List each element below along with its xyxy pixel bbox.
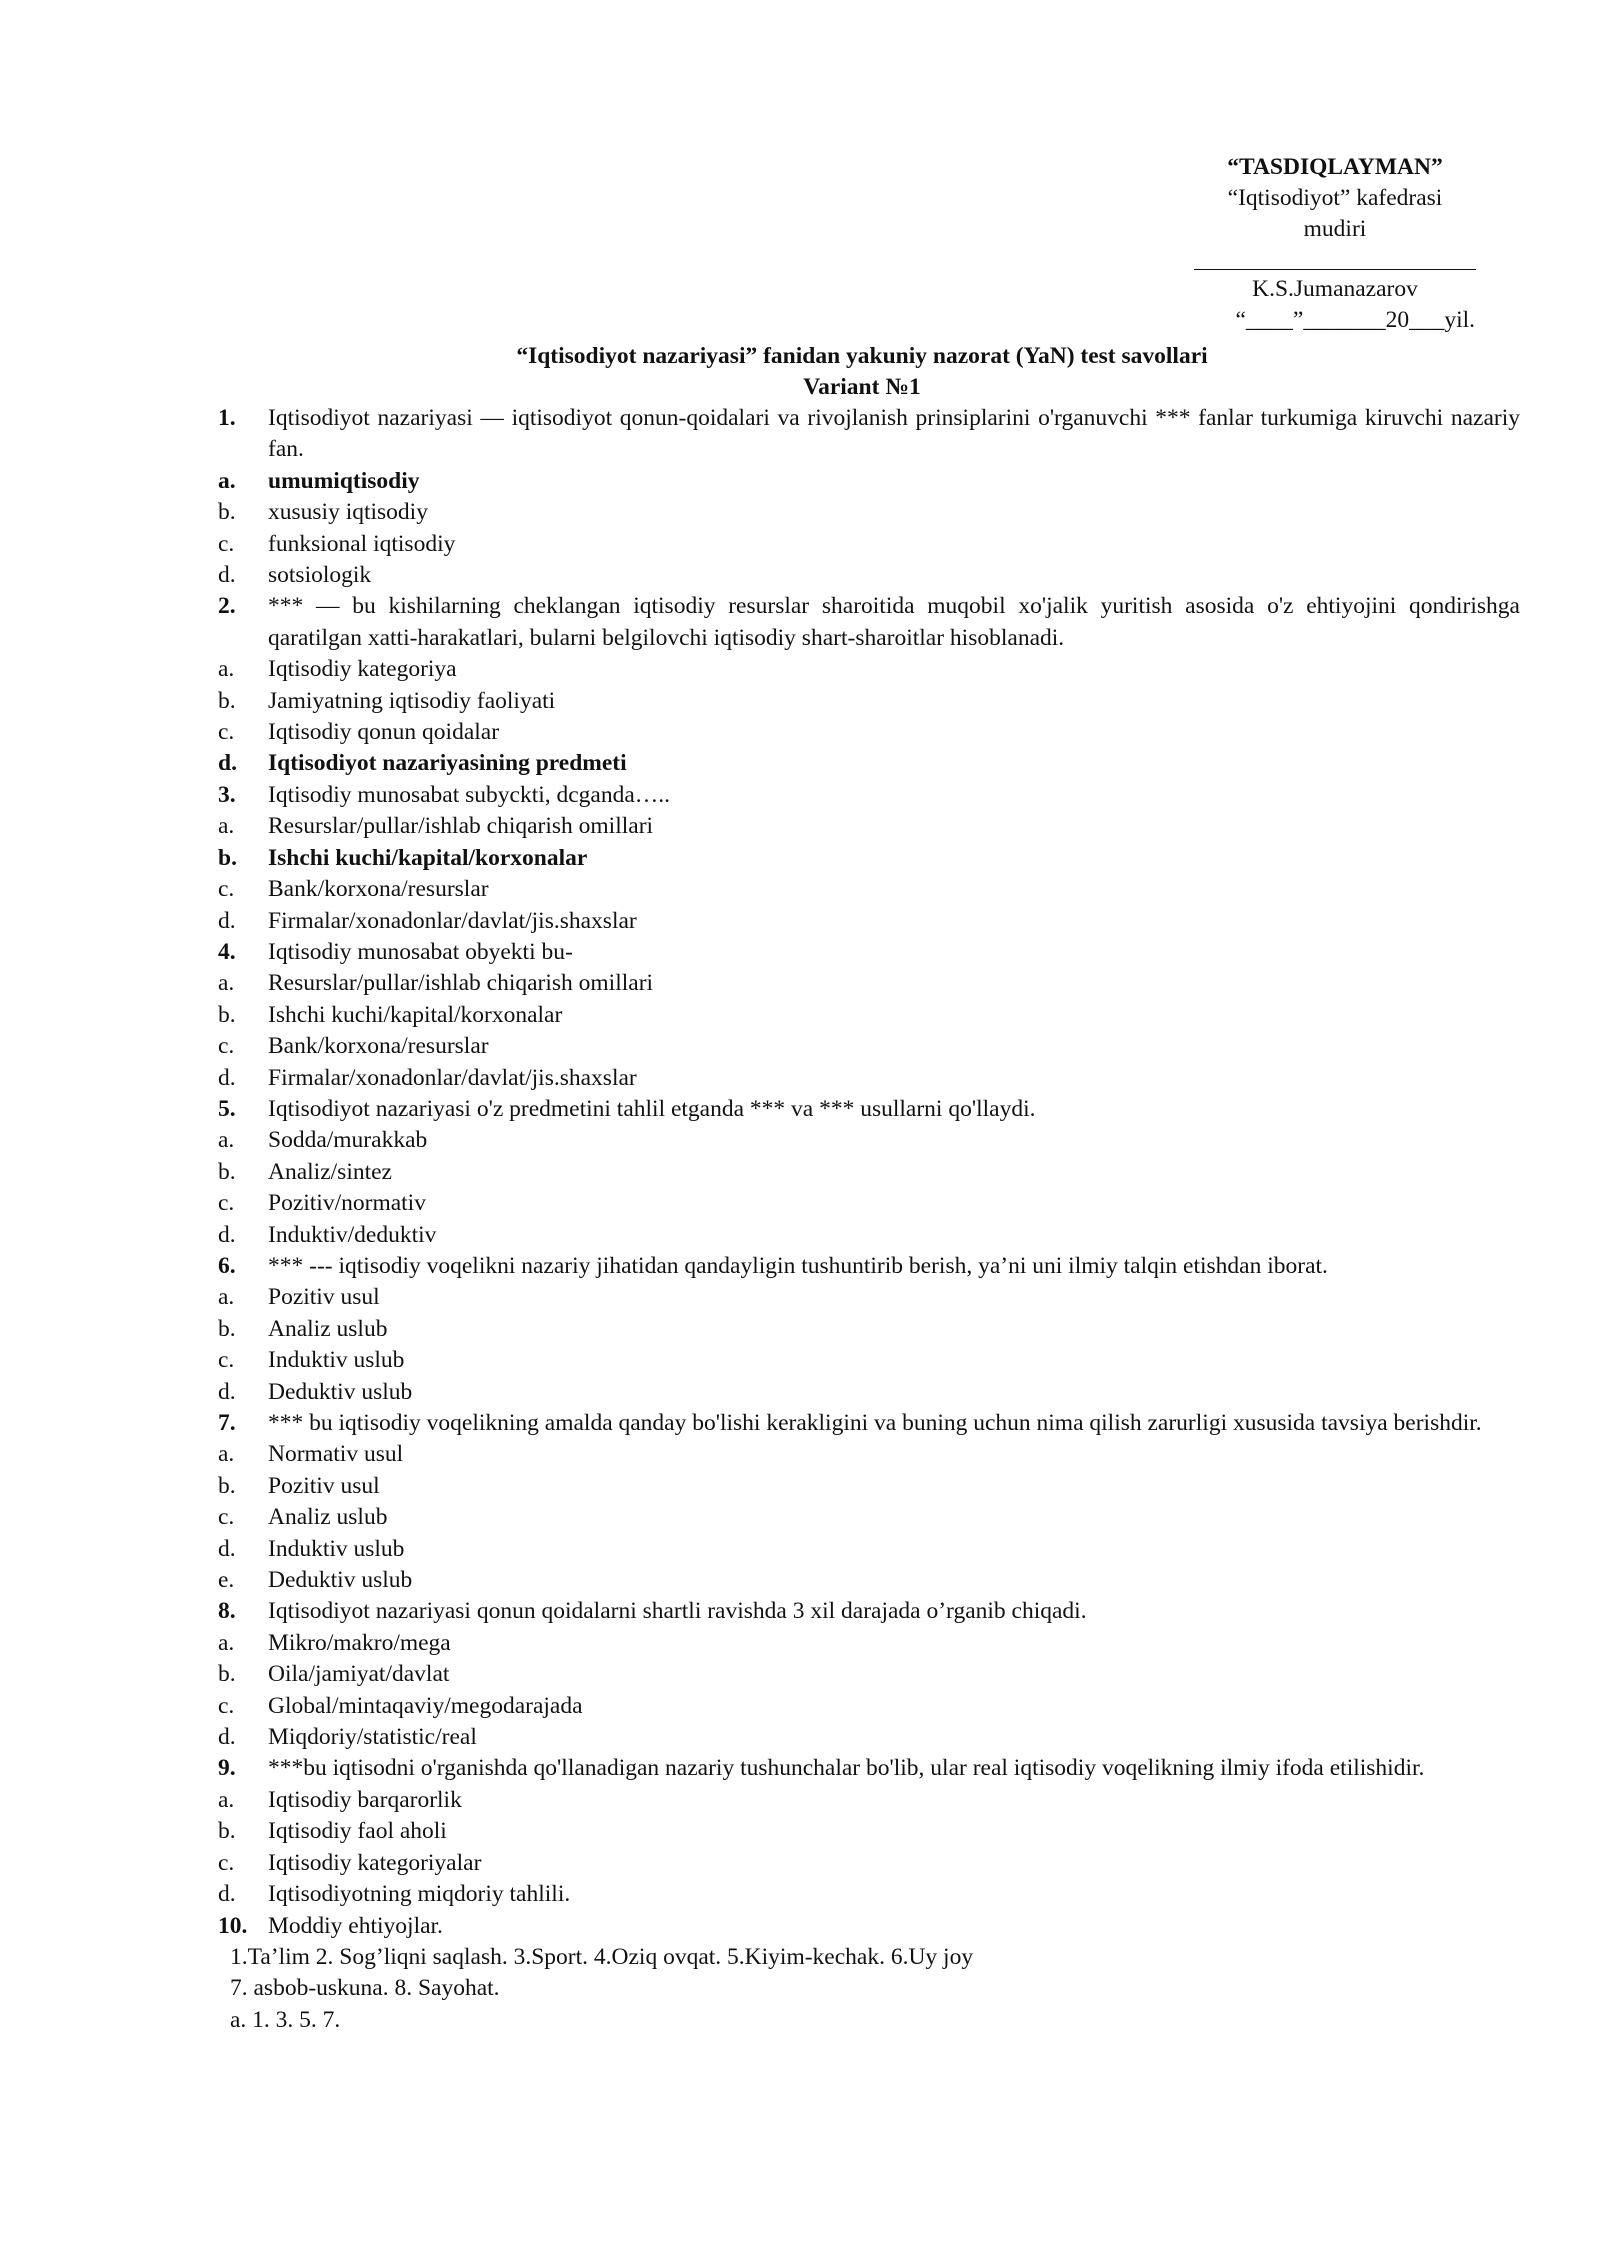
question-number: 1. — [218, 405, 236, 431]
answer-option — [218, 968, 1520, 999]
answer-option — [218, 560, 1520, 591]
option-letter: b. — [218, 1315, 236, 1342]
answer-option — [218, 1031, 1520, 1062]
option-text: Jamiyatning iqtisodiy faoliyati — [268, 687, 556, 714]
option-letter: d. — [218, 1535, 236, 1562]
question-number: 9. — [218, 1755, 236, 1782]
option-text: Oila/jamiyat/davlat — [268, 1661, 450, 1688]
question-number: 6. — [218, 1252, 236, 1279]
option-text: Analiz uslub — [268, 1315, 388, 1342]
question-text: *** bu iqtisodiy voqelikning amalda qanday bo'lishi kerakligini va buning uchun nima qilish zarurligi xususida tavsiya berishdir. — [268, 1410, 1482, 1436]
question-3 — [218, 780, 1520, 811]
question-9 — [218, 1753, 1520, 1784]
question-8 — [218, 1596, 1520, 1627]
title-line: “Iqtisodiyot nazariyasi” fanidan yakuniy nazorat (YaN) test savollari — [516, 343, 1208, 369]
answer-option — [218, 1439, 1520, 1470]
approval-position: mudiri — [1303, 216, 1367, 242]
answer-option — [218, 1282, 1520, 1313]
option-text: Sodda/murakkab — [268, 1127, 428, 1154]
approval-heading: “TASDIQLAYMAN” — [1227, 154, 1443, 180]
answer-option — [218, 717, 1520, 748]
option-text: Pozitiv/normativ — [268, 1190, 426, 1217]
answer-option — [218, 1848, 1520, 1879]
question-text: Iqtisodiy munosabat subyckti, dcganda….. — [268, 781, 671, 808]
signature-line — [1194, 255, 1476, 270]
option-letter: a. — [218, 1127, 235, 1154]
option-text: Firmalar/xonadonlar/davlat/jis.shaxslar — [268, 1064, 637, 1091]
option-letter: d. — [218, 750, 237, 777]
option-letter: a. — [218, 656, 235, 683]
option-text: Analiz/sintez — [268, 1158, 392, 1185]
option-letter: c. — [218, 1849, 235, 1876]
option-letter: a. — [218, 1786, 235, 1813]
option-text: Firmalar/xonadonlar/davlat/jis.shaxslar — [268, 907, 637, 934]
option-letter: c. — [218, 1190, 235, 1217]
approval-date: “____”_______20___yil. — [1235, 307, 1475, 333]
option-letter: a. — [218, 970, 235, 997]
option-letter: d. — [218, 907, 236, 934]
answer-option — [218, 1345, 1520, 1376]
answer-option — [218, 1785, 1520, 1816]
answer-option — [218, 906, 1520, 937]
answer-option — [218, 497, 1520, 528]
option-letter: c. — [218, 1692, 235, 1719]
question-text: Iqtisodiyot nazariyasi — iqtisodiyot qonun-qoidalari va rivojlanish prinsiplarini o'rganuvchi *** fanlar turkumiga kiruvchi nazariy fan. — [268, 405, 1520, 463]
option-text: umumiqtisodiy — [268, 467, 420, 494]
question-text: ***bu iqtisodni o'rganishda qo'llanadigan nazariy tushunchalar bo'lib, ular real iqtisodiy voqelikning ilmiy ifoda etilishidir. — [268, 1755, 1425, 1782]
approval-name: K.S.Jumanazarov — [1252, 276, 1418, 302]
option-letter: c. — [218, 1347, 235, 1374]
answer-option — [218, 1691, 1520, 1722]
question-number: 4. — [218, 938, 236, 965]
option-letter: b. — [218, 1472, 236, 1499]
question-text: Moddiy ehtiyojlar. — [268, 1912, 443, 1939]
option-letter: c. — [218, 876, 235, 903]
option-text: Pozitiv usul — [268, 1284, 380, 1311]
option-text: Induktiv/deduktiv — [268, 1221, 437, 1248]
option-letter: c. — [218, 1504, 235, 1531]
question-number: 5. — [218, 1095, 236, 1122]
approval-block — [1185, 152, 1485, 336]
answer-option — [218, 529, 1520, 560]
option-letter: a. — [218, 467, 236, 494]
answer-option — [218, 1125, 1520, 1156]
question-4 — [218, 937, 1520, 968]
question-7 — [218, 1408, 1520, 1439]
option-text: Global/mintaqaviy/megodarajada — [268, 1692, 583, 1719]
answer-option — [218, 748, 1520, 779]
question-text: Iqtisodiy munosabat obyekti bu- — [268, 938, 573, 965]
option-text: Deduktiv uslub — [268, 1567, 413, 1594]
question-number: 8. — [218, 1598, 236, 1625]
option-letter: a. — [218, 1284, 235, 1311]
option-letter: b. — [218, 1661, 236, 1688]
option-text: Ishchi kuchi/kapital/korxonalar — [268, 1001, 563, 1028]
q10-extra-line2: 7. asbob-uskuna. 8. Sayohat. — [230, 1975, 500, 2002]
option-letter: d. — [218, 1064, 236, 1091]
answer-option — [218, 1502, 1520, 1533]
answer-option — [218, 1471, 1520, 1502]
answer-option — [218, 1659, 1520, 1690]
option-text: Iqtisodiy kategoriyalar — [268, 1849, 482, 1876]
option-text: Ishchi kuchi/kapital/korxonalar — [268, 844, 588, 871]
question-number: 3. — [218, 781, 236, 808]
answer-option — [218, 466, 1520, 497]
option-letter: b. — [218, 1158, 236, 1185]
option-letter: e. — [218, 1567, 235, 1594]
question-6 — [218, 1251, 1520, 1282]
question-text: *** --- iqtisodiy voqelikni nazariy jihatidan qandayligin tushuntirib berish, ya’ni uni ilmiy talqin etishdan iborat. — [268, 1252, 1328, 1279]
option-text: Bank/korxona/resurslar — [268, 876, 489, 903]
approval-department: “Iqtisodiyot” kafedrasi — [1227, 185, 1443, 211]
question-list — [218, 403, 1520, 2036]
answer-option — [218, 811, 1520, 842]
answer-option — [218, 654, 1520, 685]
answer-option — [218, 1220, 1520, 1251]
answer-option — [218, 1314, 1520, 1345]
option-text: Iqtisodiy qonun qoidalar — [268, 719, 500, 746]
document-title — [0, 341, 1600, 403]
q10-extra-line3: a. 1. 3. 5. 7. — [230, 2006, 341, 2033]
answer-option — [218, 1000, 1520, 1031]
option-letter: d. — [218, 1221, 236, 1248]
answer-option — [218, 1816, 1520, 1847]
answer-option — [218, 1157, 1520, 1188]
option-letter: a. — [218, 1629, 235, 1656]
answer-option — [218, 1722, 1520, 1753]
option-text: Iqtisodiyotning miqdoriy tahlili. — [268, 1881, 571, 1908]
option-text: funksional iqtisodiy — [268, 530, 456, 557]
option-text: Pozitiv usul — [268, 1472, 380, 1499]
option-letter: c. — [218, 719, 235, 746]
option-text: Normativ usul — [268, 1441, 404, 1468]
question-5 — [218, 1094, 1520, 1125]
option-text: Resurslar/pullar/ishlab chiqarish omillari — [268, 970, 654, 997]
option-letter: d. — [218, 1724, 236, 1751]
option-text: Induktiv uslub — [268, 1347, 405, 1374]
option-letter: b. — [218, 499, 236, 526]
question-10 — [218, 1911, 1520, 1942]
answer-option — [218, 1628, 1520, 1659]
answer-option — [218, 1534, 1520, 1565]
option-text: Analiz uslub — [268, 1504, 388, 1531]
option-letter: d. — [218, 1881, 236, 1908]
answer-option — [218, 1188, 1520, 1219]
option-text: Iqtisodiy faol aholi — [268, 1818, 447, 1845]
answer-option — [218, 1377, 1520, 1408]
option-text: Mikro/makro/mega — [268, 1629, 451, 1656]
question-number: 7. — [218, 1410, 236, 1436]
option-letter: a. — [218, 1441, 235, 1468]
option-letter: a. — [218, 813, 235, 840]
question-number: 10. — [218, 1912, 248, 1939]
option-text: Resurslar/pullar/ishlab chiqarish omillari — [268, 813, 654, 840]
option-letter: b. — [218, 1818, 236, 1845]
option-text: Deduktiv uslub — [268, 1378, 413, 1405]
question-text: Iqtisodiyot nazariyasi qonun qoidalarni shartli ravishda 3 xil darajada o’rganib chiqadi. — [268, 1598, 1087, 1625]
answer-option — [218, 874, 1520, 905]
option-letter: d. — [218, 562, 236, 589]
option-text: Iqtisodiy kategoriya — [268, 656, 457, 683]
answer-option — [218, 1879, 1520, 1910]
variant-label: Variant №1 — [803, 374, 921, 400]
option-text: Iqtisodiy barqarorlik — [268, 1786, 462, 1813]
option-text: Miqdoriy/statistic/real — [268, 1724, 477, 1751]
option-letter: b. — [218, 844, 237, 871]
option-letter: c. — [218, 1033, 235, 1060]
answer-option — [218, 686, 1520, 717]
question-text: Iqtisodiyot nazariyasi o'z predmetini tahlil etganda *** va *** usullarni qo'llaydi. — [268, 1095, 1036, 1122]
option-letter: b. — [218, 1001, 236, 1028]
option-letter: c. — [218, 530, 235, 557]
question-text: *** — bu kishilarning cheklangan iqtisodiy resurslar sharoitida muqobil xo'jalik yuritish asosida o'z ehtiyojini qondirishga qaratilgan xatti-harakatlari, bularni belgilovchi iqtisodiy shart-sharoitlar hisoblanadi. — [268, 593, 1520, 651]
answer-option — [218, 843, 1520, 874]
question-1 — [218, 403, 1520, 466]
question-number: 2. — [218, 593, 236, 620]
option-letter: b. — [218, 687, 236, 714]
question-2 — [218, 591, 1520, 654]
answer-option — [218, 1565, 1520, 1596]
option-text: Iqtisodiyot nazariyasining predmeti — [268, 750, 627, 777]
option-text: Induktiv uslub — [268, 1535, 405, 1562]
option-letter: d. — [218, 1378, 236, 1405]
option-text: sotsiologik — [268, 562, 372, 589]
answer-option — [218, 1063, 1520, 1094]
q10-extra-line1: 1.Ta’lim 2. Sog’liqni saqlash. 3.Sport. 4.Oziq ovqat. 5.Kiyim-kechak. 6.Uy joy — [230, 1943, 974, 1970]
option-text: xususiy iqtisodiy — [268, 499, 428, 526]
option-text: Bank/korxona/resurslar — [268, 1033, 489, 1060]
